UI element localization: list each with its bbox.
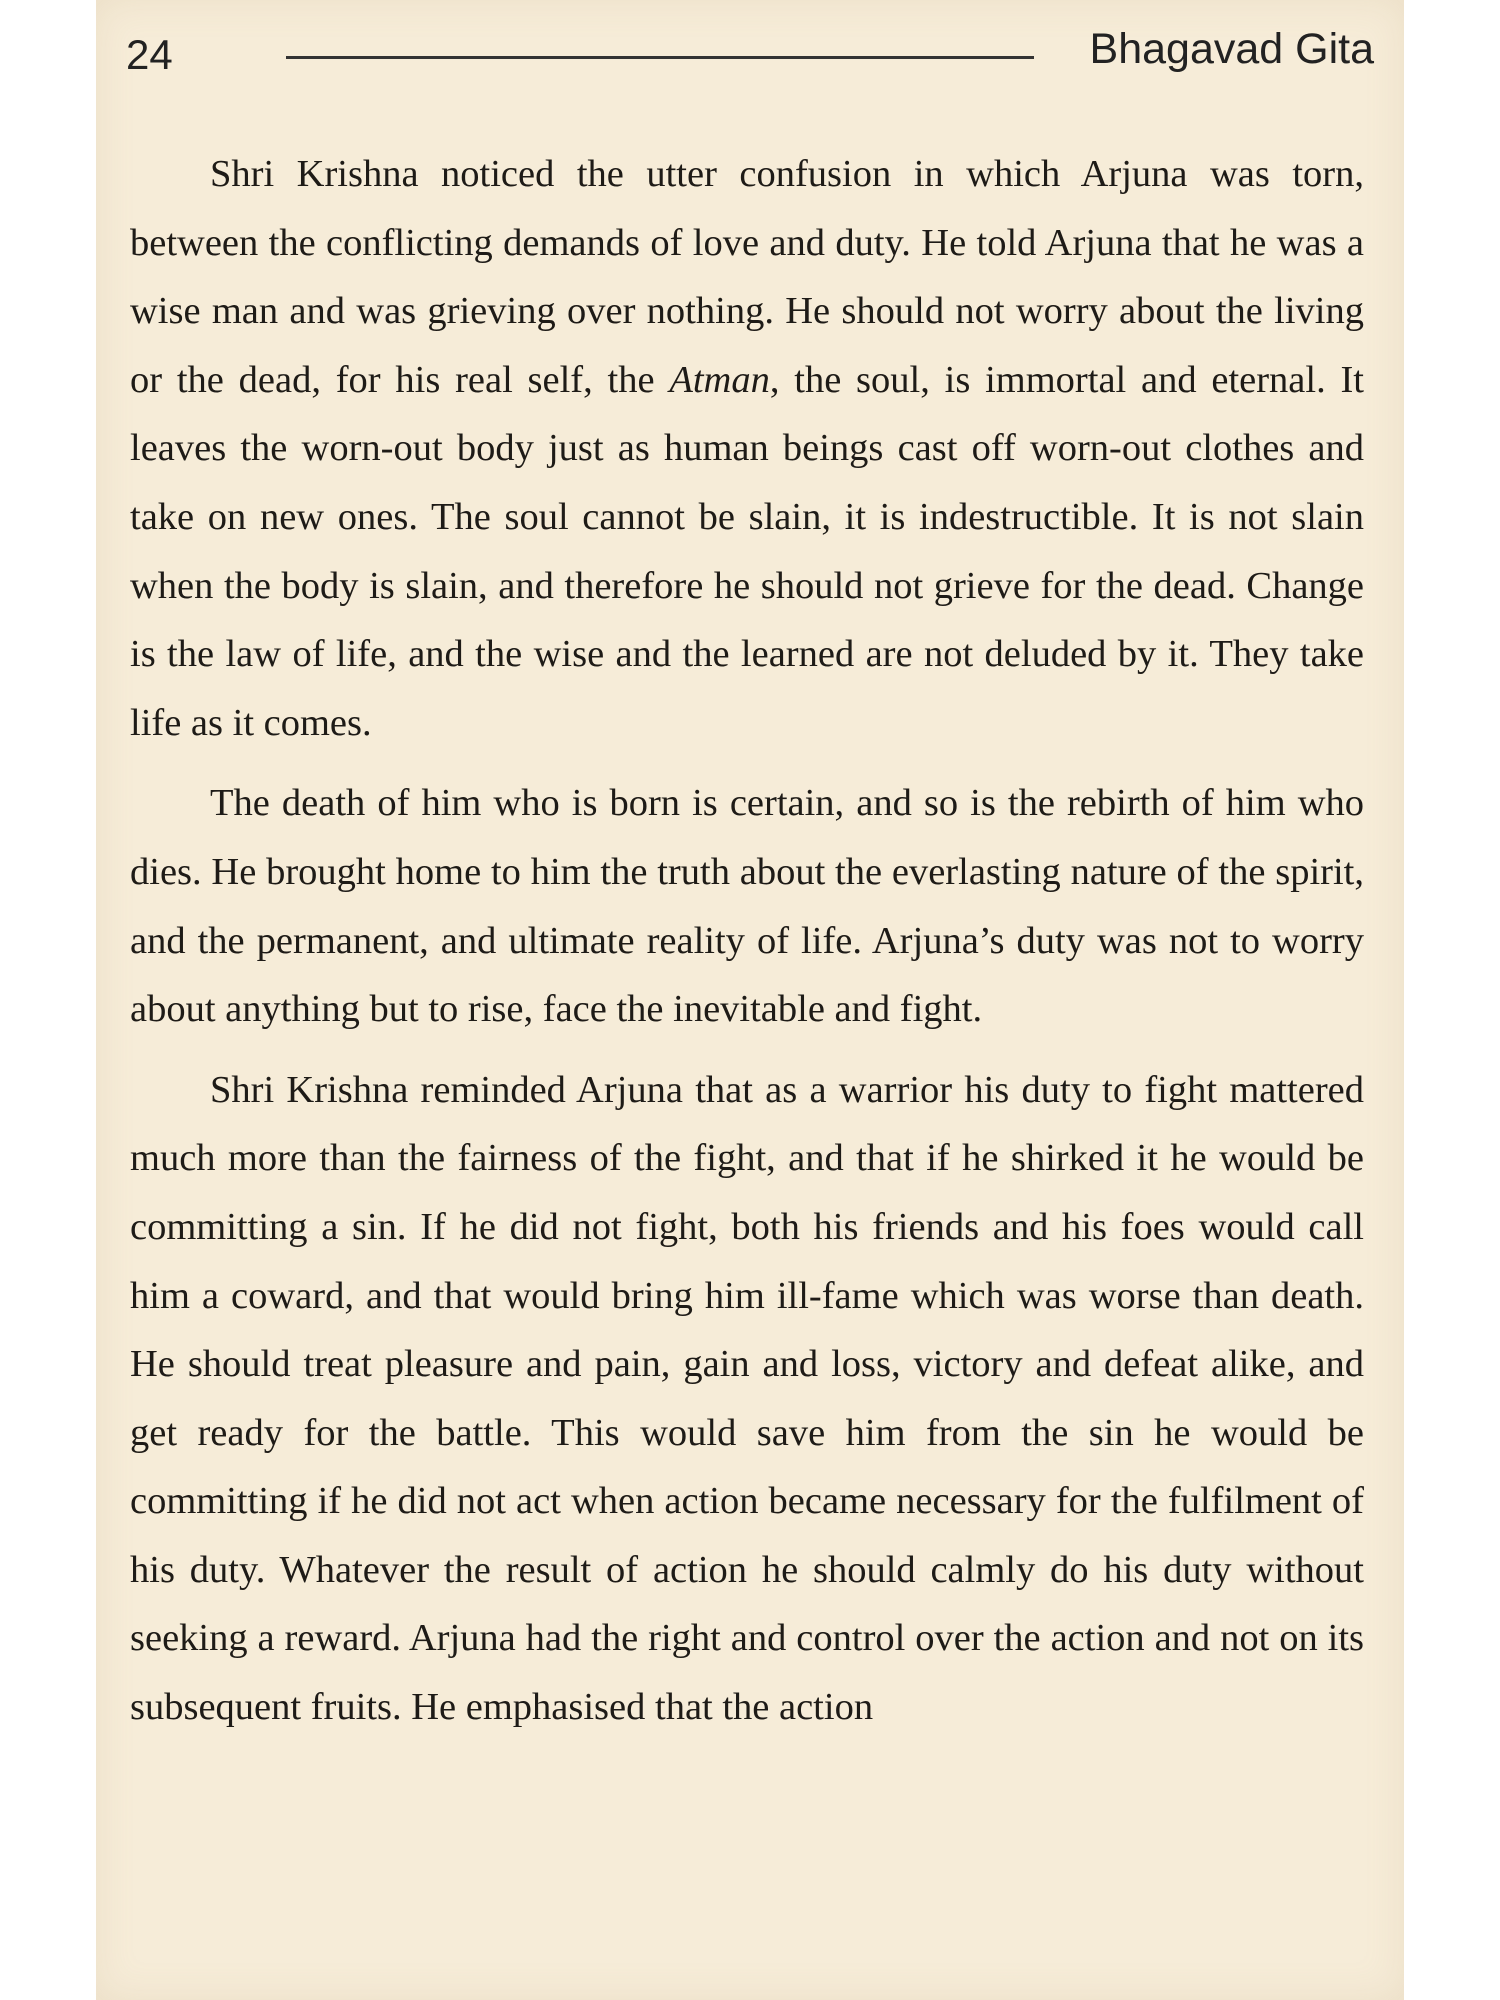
page-number: 24 bbox=[126, 31, 173, 78]
atman-term: Atman bbox=[669, 358, 770, 401]
body-text bbox=[130, 140, 1364, 1754]
paragraph-1 bbox=[130, 140, 1364, 757]
paragraph-2: The death of him who is born is certain, and so is the rebirth of him who dies. He brought home to him the truth about the everlasting nature of the spirit, and the permanent, and ultimate reality of life. Arjuna’s duty was not to worry about anything but to rise, face the inevitable and fight. bbox=[130, 782, 1364, 1031]
book-title: Bhagavad Gita bbox=[1089, 25, 1374, 73]
book-page bbox=[96, 0, 1404, 2000]
paragraph-1-text-b: , the soul, is immortal and eternal. It leaves the worn-out body just as human beings cast off worn-out clothes and take on new ones. The soul cannot be slain, it is indestructible. It is not slain when the body is slain, and therefore he should not grieve for the dead. Change is the law of life, and the wise and the learned are not deluded by it. They take life as it comes. bbox=[130, 358, 1364, 744]
paragraph-1-text-a: Shri Krishna noticed the utter confusion in which Arjuna was torn, between the conflicting demands of love and duty. He told Arjuna that he was a wise man and was grieving over nothing. He should not worry about the living or the dead, for his real self, the bbox=[130, 153, 1364, 401]
header-rule bbox=[286, 56, 1034, 59]
running-head bbox=[126, 24, 1374, 94]
paragraph-3: Shri Krishna reminded Arjuna that as a warrior his duty to fight mattered much more than the fairness of the fight, and that if he shirked it he would be committing a sin. If he did not fight, both his friends and his foes would call him a coward, and that would bring him ill-fame which was worse than death. He should treat pleasure and pain, gain and loss, victory and defeat alike, and get ready for the battle. This would save him from the sin he would be committing if he did not act when action became necessary for the fulfilment of his duty. Whatever the result of action he should calmly do his duty without seeking a reward. Arjuna had the right and control over the action and not on its subsequent fruits. He emphasised that the action bbox=[130, 1068, 1364, 1729]
